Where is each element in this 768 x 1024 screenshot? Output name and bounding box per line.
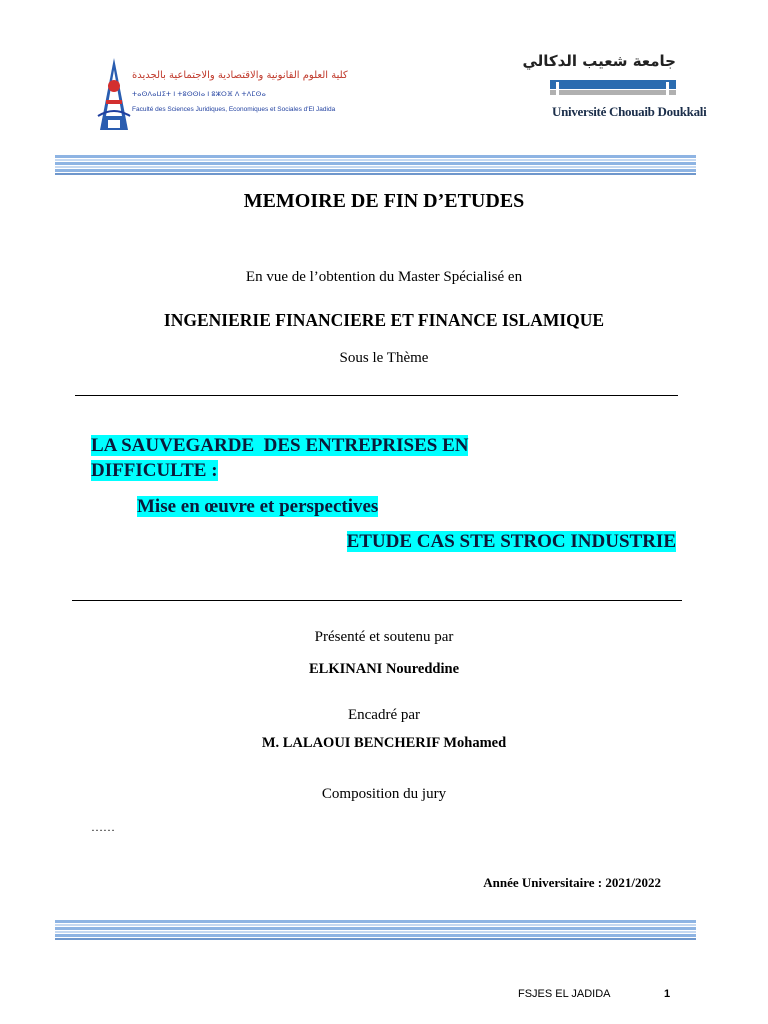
academic-year: Année Universitaire : 2021/2022 [483, 875, 661, 890]
university-name-french: Université Chouaib Doukkali [552, 104, 707, 119]
theme-case-study: ETUDE CAS STE STROC INDUSTRIE [346, 531, 676, 552]
master-name: INGENIERIE FINANCIERE ET FINANCE ISLAMIQUE [163, 310, 605, 330]
footer-institution: FSJES EL JADIDA [518, 988, 611, 1000]
theme-label: Sous le Thème [339, 350, 429, 366]
theme-title-line1: LA SAUVEGARDE DES ENTREPRISES EN [91, 435, 469, 456]
presented-label: Présenté et soutenu par [314, 629, 454, 645]
bottom-decorative-band [55, 920, 696, 940]
theme-bottom-rule [72, 600, 682, 601]
faculty-name-french: Faculté des Sciences Juridiques, Economiques et Sociales d'El Jadida [132, 106, 336, 113]
jury-members-placeholder: …… [91, 820, 115, 834]
theme-subtitle: Mise en œuvre et perspectives [137, 496, 379, 517]
faculty-emblem-icon [96, 56, 132, 134]
faculty-name-arabic: كلية العلوم القانونية والاقتصادية والاجتماعية بالجديدة [132, 70, 348, 81]
faculty-logo [96, 56, 348, 136]
jury-label: Composition du jury [321, 786, 447, 802]
supervisor-name: M. LALAOUI BENCHERIF Mohamed [261, 735, 507, 751]
author-name: ELKINANI Noureddine [309, 661, 459, 677]
supervised-label: Encadré par [347, 707, 421, 723]
university-emblem-icon [550, 78, 676, 100]
theme-top-rule [75, 395, 678, 396]
university-logo [522, 52, 707, 126]
theme-title-line2: DIFFICULTE : [91, 460, 218, 481]
footer-page-number: 1 [664, 988, 671, 1000]
university-name-arabic: جامعة شعيب الدكالي [522, 52, 676, 70]
faculty-name-tifinagh: ⵜⴰⵙⴷⴰⵡⵉⵜ ⵏ ⵜⵓⵙⵙⵏⴰ ⵏ ⵓⵣⵔⴼ ⴷ ⵜⴷⵎⵙⴰ [132, 91, 267, 98]
top-decorative-band [55, 155, 696, 175]
document-title: MEMOIRE DE FIN D’ETUDES [243, 190, 525, 212]
master-intro: En vue de l’obtention du Master Spécialisé en [245, 269, 523, 285]
